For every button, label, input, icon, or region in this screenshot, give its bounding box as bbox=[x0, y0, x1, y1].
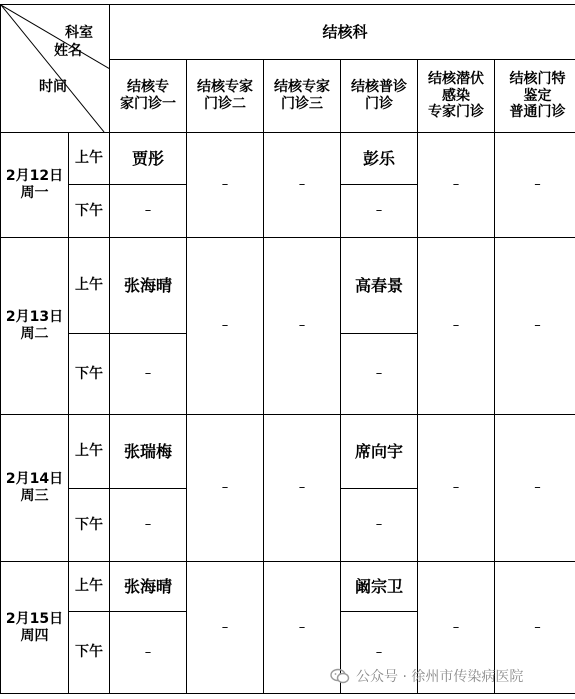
afternoon-label: 下午 bbox=[69, 185, 110, 238]
time-axis-label: 时间 bbox=[39, 79, 67, 95]
empty-slot: – bbox=[341, 185, 418, 238]
empty-slot: – bbox=[110, 612, 187, 694]
empty-slot: – bbox=[264, 133, 341, 238]
date-cell: 2月13日 周二 bbox=[1, 238, 69, 415]
empty-slot: – bbox=[187, 238, 264, 415]
doctor-name: 张海晴 bbox=[110, 238, 187, 334]
morning-label: 上午 bbox=[69, 415, 110, 489]
empty-slot: – bbox=[110, 489, 187, 562]
empty-slot: – bbox=[341, 612, 418, 694]
doctor-name: 贾彤 bbox=[110, 133, 187, 185]
empty-slot: – bbox=[264, 415, 341, 562]
afternoon-label: 下午 bbox=[69, 612, 110, 694]
empty-slot: – bbox=[187, 562, 264, 694]
empty-slot: – bbox=[187, 415, 264, 562]
morning-label: 上午 bbox=[69, 562, 110, 612]
clinic-header-1: 结核专 家门诊一 bbox=[110, 60, 187, 133]
empty-slot: – bbox=[264, 238, 341, 415]
date-cell: 2月12日 周一 bbox=[1, 133, 69, 238]
empty-slot: – bbox=[495, 415, 575, 562]
clinic-header-6: 结核门特 鉴定 普通门诊 bbox=[495, 60, 575, 133]
empty-slot: – bbox=[187, 133, 264, 238]
doctor-name: 彭乐 bbox=[341, 133, 418, 185]
dept-axis-label: 科室 bbox=[65, 25, 93, 41]
header-corner-cell bbox=[1, 5, 110, 133]
empty-slot: – bbox=[264, 562, 341, 694]
morning-label: 上午 bbox=[69, 238, 110, 334]
department-header: 结核科 bbox=[110, 5, 575, 60]
empty-slot: – bbox=[341, 334, 418, 415]
watermark-text: 公众号 · 徐州市传染病医院 bbox=[356, 669, 524, 685]
clinic-header-2: 结核专家 门诊二 bbox=[187, 60, 264, 133]
afternoon-label: 下午 bbox=[69, 489, 110, 562]
name-axis-label: 姓名 bbox=[54, 43, 82, 59]
empty-slot: – bbox=[110, 334, 187, 415]
empty-slot: – bbox=[418, 133, 495, 238]
empty-slot: – bbox=[341, 489, 418, 562]
doctor-name: 高春景 bbox=[341, 238, 418, 334]
afternoon-label: 下午 bbox=[69, 334, 110, 415]
schedule-table bbox=[0, 4, 575, 694]
empty-slot: – bbox=[418, 415, 495, 562]
wechat-icon bbox=[330, 668, 350, 684]
empty-slot: – bbox=[418, 562, 495, 694]
watermark bbox=[330, 664, 570, 688]
date-cell: 2月14日 周三 bbox=[1, 415, 69, 562]
clinic-header-5: 结核潜伏 感染 专家门诊 bbox=[418, 60, 495, 133]
empty-slot: – bbox=[110, 185, 187, 238]
empty-slot: – bbox=[418, 238, 495, 415]
empty-slot: – bbox=[495, 562, 575, 694]
doctor-name: 阚宗卫 bbox=[341, 562, 418, 612]
doctor-name: 席向宇 bbox=[341, 415, 418, 489]
doctor-name: 张海晴 bbox=[110, 562, 187, 612]
date-cell: 2月15日 周四 bbox=[1, 562, 69, 694]
clinic-header-3: 结核专家 门诊三 bbox=[264, 60, 341, 133]
empty-slot: – bbox=[495, 133, 575, 238]
doctor-name: 张瑞梅 bbox=[110, 415, 187, 489]
empty-slot: – bbox=[495, 238, 575, 415]
morning-label: 上午 bbox=[69, 133, 110, 185]
clinic-header-4: 结核普诊 门诊 bbox=[341, 60, 418, 133]
